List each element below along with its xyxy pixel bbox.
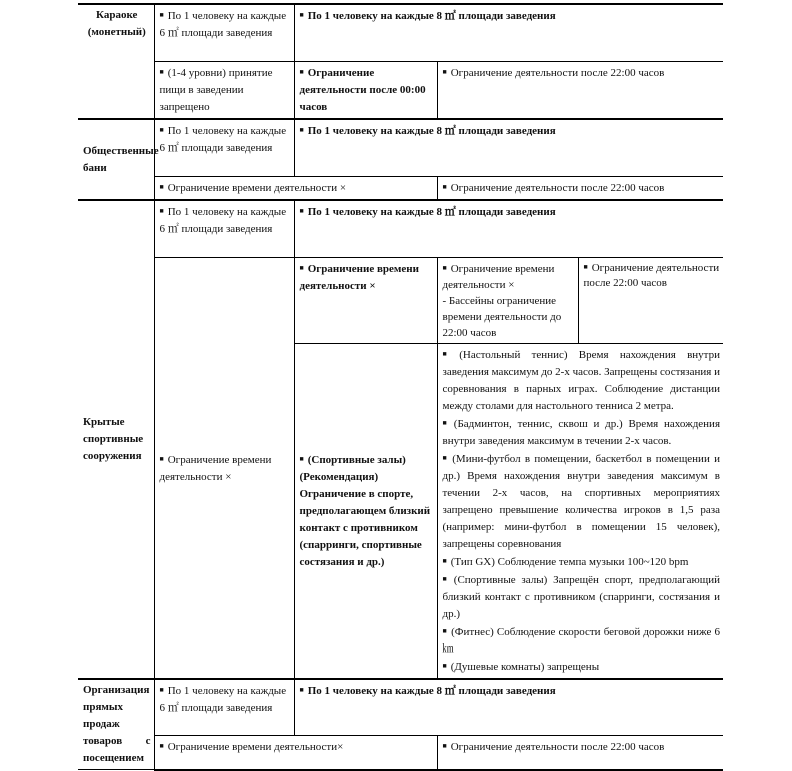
cell-text: ■ Ограничение времени деятельности × — [160, 182, 347, 194]
restrictions-table — [78, 3, 723, 771]
table-cell — [294, 258, 437, 344]
cell-text: ■ По 1 человеку на каждые 8 ㎡ площади заведения — [300, 10, 556, 22]
table-cell — [154, 177, 437, 201]
table-row — [78, 258, 723, 344]
category-label: Общественные бани — [83, 144, 159, 174]
list-item: ■ (Бадминтон, теннис, сквош и др.) Время нахождения внутри заведения максимум в течении 2-х часов. — [443, 415, 721, 450]
list-item: ■ (Фитнес) Соблюдение скорости беговой дорожки ниже 6㎞ — [443, 623, 721, 658]
table-cell — [154, 119, 294, 177]
table-row — [78, 4, 723, 62]
cell-text: ■ По 1 человеку на каждые 6 ㎡ площади заведения — [160, 685, 287, 714]
cell-text: ■ По 1 человеку на каждые 8 ㎡ площади заведения — [300, 685, 556, 697]
table-cell — [294, 679, 723, 735]
category-label: Караоке (монетный) — [87, 9, 146, 38]
table-cell — [154, 735, 437, 769]
cell-text: ■ Ограничение деятельности после 22:00 часов — [443, 182, 665, 194]
table-cell — [154, 4, 294, 62]
category-label: Крытые спортивные сооружения — [83, 416, 144, 462]
table-cell — [437, 177, 723, 201]
table-cell — [294, 200, 723, 258]
table-row — [78, 119, 723, 177]
cell-text: ■ (Спортивные залы) (Рекомендация) Ограничение в спорте, предполагающем близкий контакт с противником (спарринги, спортивные состязания и др.) — [300, 454, 431, 568]
cell-text: ■ По 1 человеку на каждые 8 ㎡ площади заведения — [300, 125, 556, 137]
table-cell — [294, 4, 723, 62]
cell-text: ■ Ограничение времени деятельности × — [443, 260, 575, 293]
cell-text: ■ Ограничение деятельности после 00:00 часов — [300, 67, 426, 113]
category-cell — [78, 200, 154, 679]
cell-text: ■ Ограничение деятельности после 22:00 часов — [584, 262, 720, 289]
cell-text: ■ (1-4 уровни) принятие пищи в заведении запрещено — [160, 67, 273, 113]
table-cell — [154, 258, 294, 680]
table-cell — [154, 62, 294, 120]
cell-text: ■ По 1 человеку на каждые 6 ㎡ площади заведения — [160, 10, 287, 39]
table-cell — [437, 258, 578, 344]
cell-text: ■ Ограничение времени деятельности× — [160, 741, 344, 753]
list-item: ■ (Тип GX) Соблюдение темпа музыки 100~120 bpm — [443, 553, 721, 571]
table-row — [78, 735, 723, 769]
cell-text: ■ По 1 человеку на каждые 6 ㎡ площади заведения — [160, 206, 287, 235]
table-cell — [294, 62, 437, 120]
cell-text: ■ По 1 человеку на каждые 6 ㎡ площади заведения — [160, 125, 287, 154]
table-cell — [437, 735, 723, 769]
list-item: ■ (Спортивные залы) Запрещён спорт, предполагающий близкий контакт с противником (спарринги, состязания и др.) — [443, 571, 721, 623]
table-cell — [437, 62, 723, 120]
table-cell — [294, 344, 437, 680]
category-cell — [78, 679, 154, 770]
table-row — [78, 679, 723, 735]
table-cell — [294, 119, 723, 177]
table-cell — [154, 200, 294, 258]
table-cell — [437, 344, 723, 680]
category-label: Организация прямых продаж товаров с посещением — [83, 684, 151, 764]
list-item: ■ (Душевые комнаты) запрещены — [443, 658, 721, 676]
table-row — [78, 62, 723, 120]
cell-text: ■ Ограничение деятельности после 22:00 часов — [443, 67, 665, 79]
table-cell — [154, 679, 294, 735]
table-row — [78, 177, 723, 201]
cell-text: ■ Ограничение времени деятельности × — [160, 454, 272, 483]
cell-text: ■ Ограничение деятельности после 22:00 часов — [443, 741, 665, 753]
table-row — [78, 200, 723, 258]
cell-text: ■ По 1 человеку на каждые 8 ㎡ площади заведения — [300, 206, 556, 218]
list-item: ■ (Мини-футбол в помещении, баскетбол в помещении и др.) Время нахождения внутри заведения максимум в течении 2-х часов, на спортивных мероприятиях запрещено превышение количества игроков в 1,5 раза (например: мини-футбол в помещении 15 человек), запрещены соревнования — [443, 450, 721, 553]
list-item: ■ (Настольный теннис) Время нахождения внутри заведения максимум до 2-х часов. Запрещены состязания и соревнования в парных играх. Соблюдение дистанции между столами для настольного тенниса 2 метра. — [443, 346, 721, 415]
category-cell — [78, 119, 159, 200]
cell-text: ■ Ограничение времени деятельности × — [300, 263, 419, 292]
table-cell — [578, 258, 723, 344]
category-cell — [78, 4, 154, 119]
cell-text: - Бассейны ограничение времени деятельности до 22:00 часов — [442, 295, 562, 339]
